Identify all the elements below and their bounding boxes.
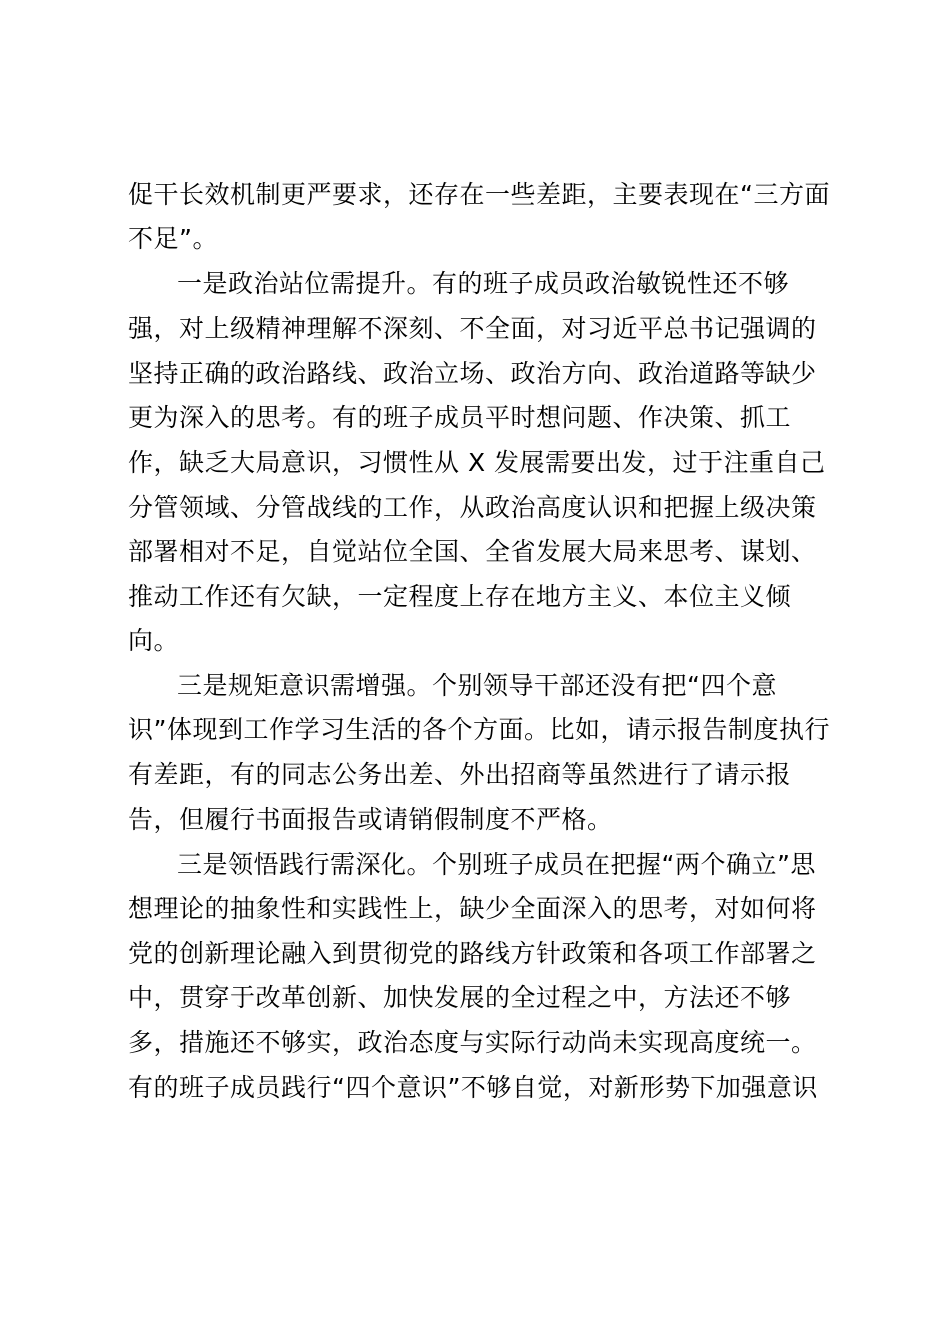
text-line: 更为深入的思考。有的班子成员平时想问题、作决策、抓工 [128,403,792,432]
text-line: 促干长效机制更严要求，还存在一些差距，主要表现在“三方面 [128,180,830,209]
text-line: 告，但履行书面报告或请销假制度不严格。 [128,805,613,834]
text-line: 多，措施还不够实，政治态度与实际行动尚未实现高度统一。 [128,1028,817,1057]
paragraph-heading-line: 三是领悟践行需深化。个别班子成员在把握“两个确立”思 [177,850,816,879]
text-line: 想理论的抽象性和实践性上，缺少全面深入的思考，对如何将 [128,894,817,923]
text-line: 向。 [128,626,180,655]
text-line: 强，对上级精神理解不深刻、不全面，对习近平总书记强调的 [128,314,817,343]
text-line: 中，贯穿于改革创新、加快发展的全过程之中，方法还不够 [128,983,792,1012]
text-line: 识”体现到工作学习生活的各个方面。比如，请示报告制度执行 [128,715,830,744]
text-line: 坚持正确的政治路线、政治立场、政治方向、政治道路等缺少 [128,359,817,388]
paragraph-heading-line: 三是规矩意识需增强。个别领导干部还没有把“四个意 [177,671,777,700]
text-line: 有差距，有的同志公务出差、外出招商等虽然进行了请示报 [128,760,792,789]
text-line: 不足”。 [128,224,218,253]
text-line: 有的班子成员践行“四个意识”不够自觉，对新形势下加强意识 [128,1073,818,1102]
text-line: 作，缺乏大局意识，习惯性从 X 发展需要出发，过于注重自己 [128,448,826,477]
text-line: 党的创新理论融入到贯彻党的路线方针政策和各项工作部署之 [128,939,817,968]
text-line: 分管领域、分管战线的工作，从政治高度认识和把握上级决策 [128,493,817,522]
text-line: 推动工作还有欠缺，一定程度上存在地方主义、本位主义倾 [128,582,792,611]
paragraph-heading-line: 一是政治站位需提升。有的班子成员政治敏锐性还不够 [177,269,790,298]
text-line: 部署相对不足，自觉站位全国、全省发展大局来思考、谋划、 [128,537,817,566]
